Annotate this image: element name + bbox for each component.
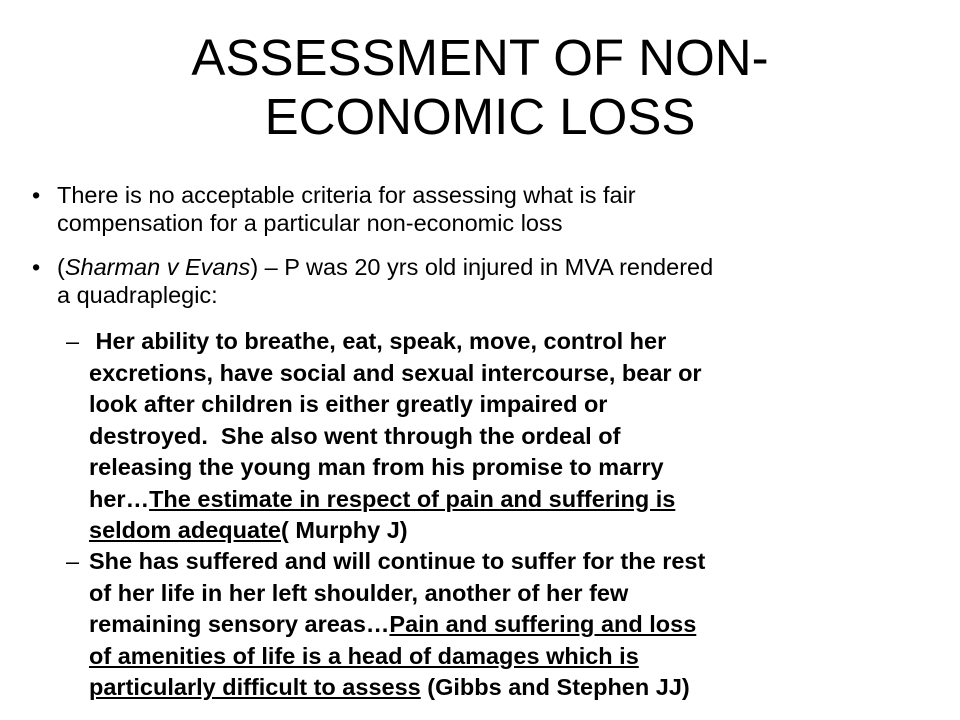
bullet-marker: •	[32, 182, 41, 208]
bullet-line-rest: ) – P was 20 yrs old injured in MVA rendered	[250, 254, 714, 280]
bullet-line: compensation for a particular non-economic loss	[57, 210, 563, 236]
case-name: Sharman v Evans	[64, 254, 251, 280]
title-line-1: ASSESSMENT OF NON-	[191, 29, 769, 86]
sub-bullet-line: of her life in her left shoulder, another of her few	[89, 579, 629, 606]
sub-bullet-text	[89, 546, 929, 704]
sub-bullet-line: releasing the young man from his promise to marry	[89, 454, 664, 480]
sub-bullet-line-plain: her…	[89, 485, 150, 512]
underlined-quote: of amenities of life is a head of damages which is	[89, 642, 639, 669]
slide-title	[80, 28, 880, 146]
underlined-quote: The estimate in respect of pain and suffering is	[149, 485, 676, 512]
underlined-quote: seldom adequate	[89, 517, 281, 543]
citation: ( Murphy J)	[280, 517, 408, 543]
citation: (Gibbs and Stephen JJ)	[420, 674, 690, 700]
case-open-paren: (	[57, 254, 65, 280]
sub-bullet-line: destroyed. She also went through the ordeal of	[89, 422, 621, 449]
sub-bullet-text	[89, 326, 929, 547]
sub-bullet-line: excretions, have social and sexual intercourse, bear or	[89, 359, 702, 386]
sub-bullet-line-plain: remaining sensory areas…	[89, 611, 390, 637]
bullet-marker: •	[32, 254, 41, 280]
underlined-quote: particularly difficult to assess	[89, 674, 421, 700]
bullet-line: a quadraplegic:	[57, 282, 218, 308]
sub-bullet-line: Her ability to breathe, eat, speak, move, control her	[89, 328, 667, 354]
sub-bullet-marker: –	[66, 328, 80, 354]
bullet-text	[57, 253, 957, 309]
underlined-quote: Pain and suffering and loss	[389, 611, 697, 637]
sub-bullet-marker: –	[66, 548, 80, 574]
bullet-text	[57, 181, 957, 237]
bullet-line: There is no acceptable criteria for assessing what is fair	[57, 182, 636, 208]
sub-bullet-line: look after children is either greatly impaired or	[89, 391, 608, 417]
title-line-2: ECONOMIC LOSS	[264, 88, 696, 145]
sub-bullet-line: She has suffered and will continue to suffer for the rest	[89, 548, 706, 574]
